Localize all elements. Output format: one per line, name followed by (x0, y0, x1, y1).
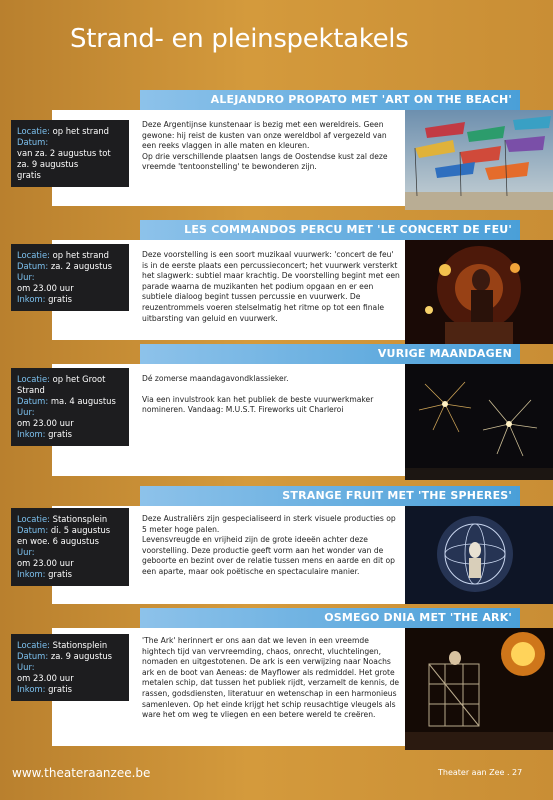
event-banner: STRANGE FRUIT MET 'THE SPHERES' (140, 486, 520, 506)
footer-page-number: Theater aan Zee . 27 (438, 768, 523, 777)
spheres-photo (405, 506, 553, 604)
info-line: Inkom: gratis (17, 684, 72, 694)
fireworks-photo (405, 364, 553, 480)
info-line: om 23.00 uur (17, 283, 74, 293)
info-line: Inkom: gratis (17, 429, 72, 439)
info-line: om 23.00 uur (17, 558, 74, 568)
description-paragraph: Op drie verschillende plaatsen langs de Oostendse kust zal deze vreemde 'tentoonstelling' te bewonderen zijn. (142, 151, 388, 172)
event-banner: ALEJANDRO PROPATO MET 'ART ON THE BEACH' (140, 90, 520, 110)
info-line: Inkom: gratis (17, 569, 72, 579)
info-line: Uur: (17, 662, 35, 672)
flags-photo (405, 110, 553, 210)
info-line: Datum: ma. 4 augustus (17, 396, 116, 406)
footer-website-link[interactable]: www.theateraanzee.be (12, 766, 151, 780)
event-photo (405, 364, 553, 480)
description-paragraph: Deze Argentijnse kunstenaar is bezig met een wereldreis. Geen gewone: hij reist de kusten van onze wereldbol af vergezeld van een reeks vlaggen in alle maten en kleuren. (142, 120, 387, 151)
event-photo (405, 110, 553, 210)
info-line: Locatie: op het Groot Strand (17, 374, 106, 395)
info-line: van za. 2 augustus tot za. 9 augustus (17, 148, 111, 169)
info-line: Datum: di. 5 augustus en woe. 6 augustus (17, 525, 111, 546)
event-description (142, 636, 400, 721)
event-info-box (11, 244, 129, 311)
event-banner: OSMEGO DNIA MET 'THE ARK' (140, 608, 520, 628)
event-banner: LES COMMANDOS PERCU MET 'LE CONCERT DE FEU' (140, 220, 520, 240)
event-description (142, 374, 400, 416)
info-line: Datum: (17, 137, 49, 147)
event-description (142, 250, 400, 324)
description-paragraph: Dé zomerse maandagavondklassieker. (142, 374, 289, 383)
info-line: Inkom: gratis (17, 294, 72, 304)
event-description (142, 120, 400, 173)
info-line: Locatie: Stationsplein (17, 640, 108, 650)
info-line: om 23.00 uur (17, 418, 74, 428)
description-paragraph: Via een invulstrook kan het publiek de beste vuurwerkmaker nomineren. Vandaag: M.U.S.T. Fireworks uit Charleroi (142, 394, 374, 415)
event-photo (405, 240, 553, 344)
event-section (0, 486, 553, 604)
fire-performer-photo (405, 240, 553, 344)
info-line: Datum: za. 9 augustus (17, 651, 113, 661)
event-photo (405, 506, 553, 604)
description-paragraph: Levensvreugde en vrijheid zijn de grote ideeën achter deze voorstelling. Deze productie geeft vorm aan het wonder van de geboorte en bezint over de relatie tussen mens en aarde en dit op een aparte, maar ook poëtische en spectaculaire manier. (142, 535, 395, 576)
event-section (0, 220, 553, 344)
event-banner: VURIGE MAANDAGEN (140, 344, 520, 364)
event-info-box (11, 508, 129, 586)
event-info-box (11, 368, 129, 446)
description-paragraph: 'The Ark' herinnert er ons aan dat we leven in een vreemde hightech tijd van vervreemding, chaos, onrecht, vluchtelingen, nomaden en uitgestotenen. De ark is een verwijzing naar Noachs ark en de boot van Aeneas: de Mayflower als redmiddel. Het grote metalen schip, dat tussen het publiek rijdt, verzamelt de kennis, de rassen, godsdiensten, literatuur en wetenschap in een harmonieus samenleven. Op het einde krijgt het schip reusachtige vleugels als ware het om weg te vliegen en een betere wereld te creëren. (142, 636, 400, 720)
event-info-box (11, 634, 129, 701)
info-line: Uur: (17, 272, 35, 282)
info-line: Uur: (17, 547, 35, 557)
info-line: Locatie: op het strand (17, 126, 109, 136)
event-photo (405, 628, 553, 750)
event-section (0, 90, 553, 210)
description-paragraph: Deze Australiërs zijn gespecialiseerd in sterk visuele producties op 5 meter hoge palen. (142, 514, 396, 534)
info-line: Datum: za. 2 augustus (17, 261, 113, 271)
info-line: om 23.00 uur (17, 673, 74, 683)
event-section (0, 608, 553, 750)
info-line: Uur: (17, 407, 35, 417)
description-paragraph: Deze voorstelling is een soort muzikaal vuurwerk: 'concert de feu' is in de eerste plaats een percussieconcert; het vuurwerk versterkt het slagwerk: subtiel maar krachtig. De voorstelling begint met een parade waarna de muzikanten het podium opgaan en er een subtiele dialoog begint tussen percussie en vuurwerk. De reuzentrommels voeren stelselmatig het ritme op tot een finale uitbarsting van geluid en vuurwerk. (142, 250, 400, 323)
info-line: Locatie: op het strand (17, 250, 109, 260)
ark-photo (405, 628, 553, 750)
event-section (0, 344, 553, 480)
info-line: gratis (17, 170, 41, 180)
event-description (142, 514, 400, 578)
page-title: Strand- en pleinspektakels (70, 24, 409, 54)
event-info-box (11, 120, 129, 187)
info-line: Locatie: Stationsplein (17, 514, 108, 524)
